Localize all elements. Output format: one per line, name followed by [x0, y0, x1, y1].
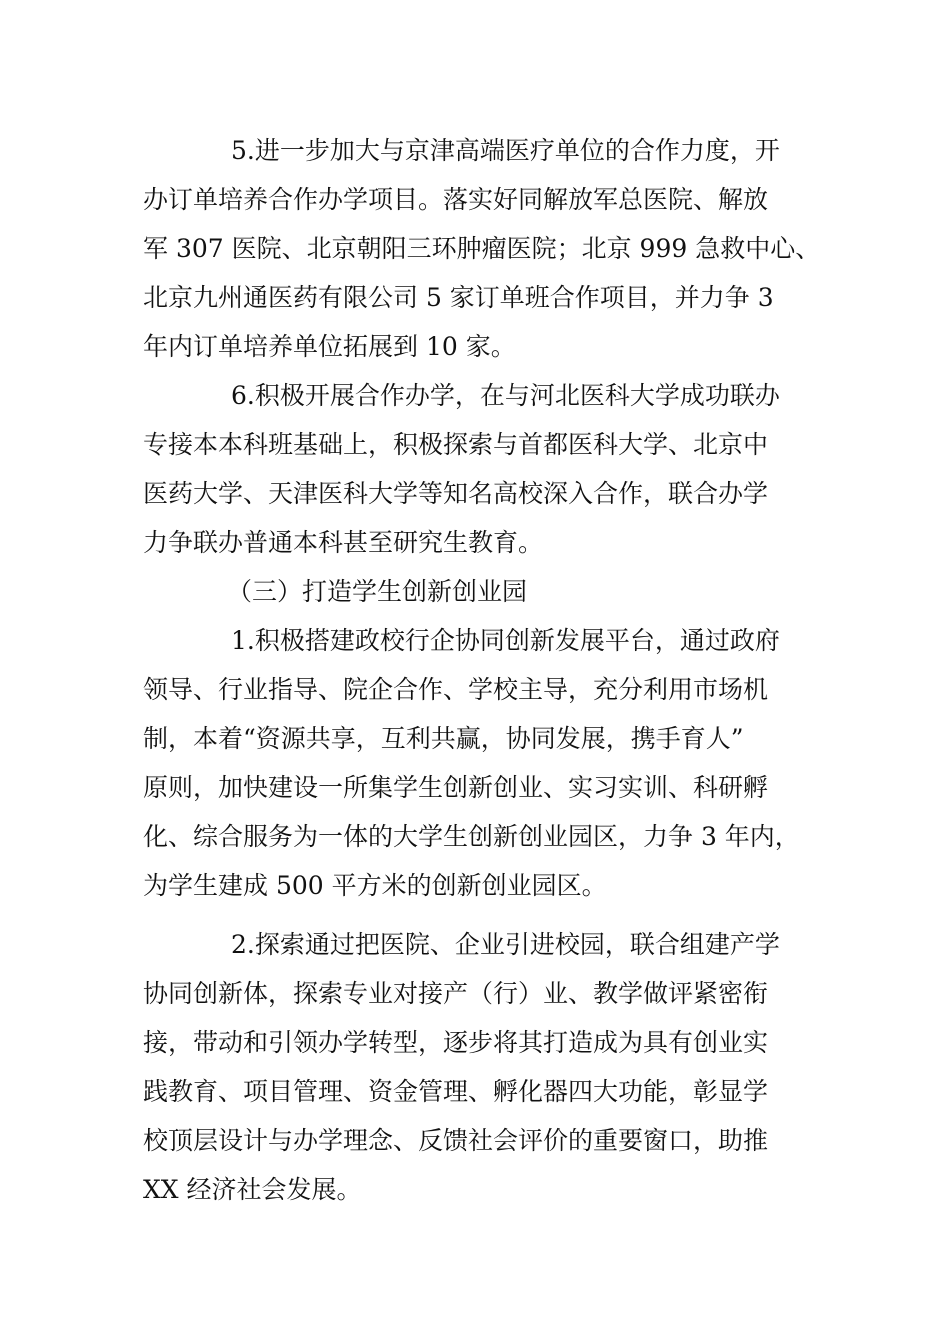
paragraph-line: 专接本本科班基础上，积极探索与首都医科大学、北京中: [143, 430, 769, 459]
section-heading: （三）打造学生创新创业园: [227, 577, 528, 606]
paragraph-line: 践教育、项目管理、资金管理、孵化器四大功能，彰显学: [143, 1077, 769, 1106]
paragraph-line: 力争联办普通本科甚至研究生教育。: [143, 528, 544, 557]
paragraph-line: 军 307 医院、北京朝阳三环肿瘤医院；北京 999 急救中心、: [143, 234, 821, 263]
paragraph-item-6: [143, 371, 808, 567]
paragraph-line: 1.积极搭建政校行企协同创新发展平台，通过政府: [231, 626, 780, 655]
paragraph-line: 5.进一步加大与京津高端医疗单位的合作力度，开: [231, 136, 780, 165]
paragraph-line: 年内订单培养单位拓展到 10 家。: [143, 332, 516, 361]
paragraph-line: 北京九州通医药有限公司 5 家订单班合作项目，并力争 3: [143, 283, 774, 312]
paragraph-line: 原则，加快建设一所集学生创新创业、实习实训、科研孵: [143, 773, 769, 802]
paragraph-line: 2.探索通过把医院、企业引进校园，联合组建产学: [231, 930, 780, 959]
paragraph-item-1: [143, 616, 808, 910]
paragraph-item-2: [143, 920, 808, 1214]
document-body: [143, 126, 821, 1214]
paragraph-line: 接，带动和引领办学转型，逐步将其打造成为具有创业实: [143, 1028, 769, 1057]
paragraph-line: 领导、行业指导、院企合作、学校主导，充分利用市场机: [143, 675, 769, 704]
paragraph-line: 协同创新体，探索专业对接产（行）业、教学做评紧密衔: [143, 979, 769, 1008]
paragraph-item-5: [143, 126, 821, 371]
section-heading-3: [143, 567, 808, 616]
paragraph-line: XX 经济社会发展。: [143, 1175, 362, 1204]
paragraph-line: 为学生建成 500 平方米的创新创业园区。: [143, 871, 607, 900]
paragraph-line: 校顶层设计与办学理念、反馈社会评价的重要窗口，助推: [143, 1126, 769, 1155]
paragraph-line: 化、综合服务为一体的大学生创新创业园区，力争 3 年内，: [143, 822, 800, 851]
paragraph-line: 制，本着“资源共享，互利共赢，协同发展，携手育人”: [143, 724, 744, 753]
paragraph-line: 办订单培养合作办学项目。落实好同解放军总医院、解放: [143, 185, 769, 214]
paragraph-line: 6.积极开展合作办学，在与河北医科大学成功联办: [231, 381, 780, 410]
paragraph-line: 医药大学、天津医科大学等知名高校深入合作，联合办学: [143, 479, 769, 508]
